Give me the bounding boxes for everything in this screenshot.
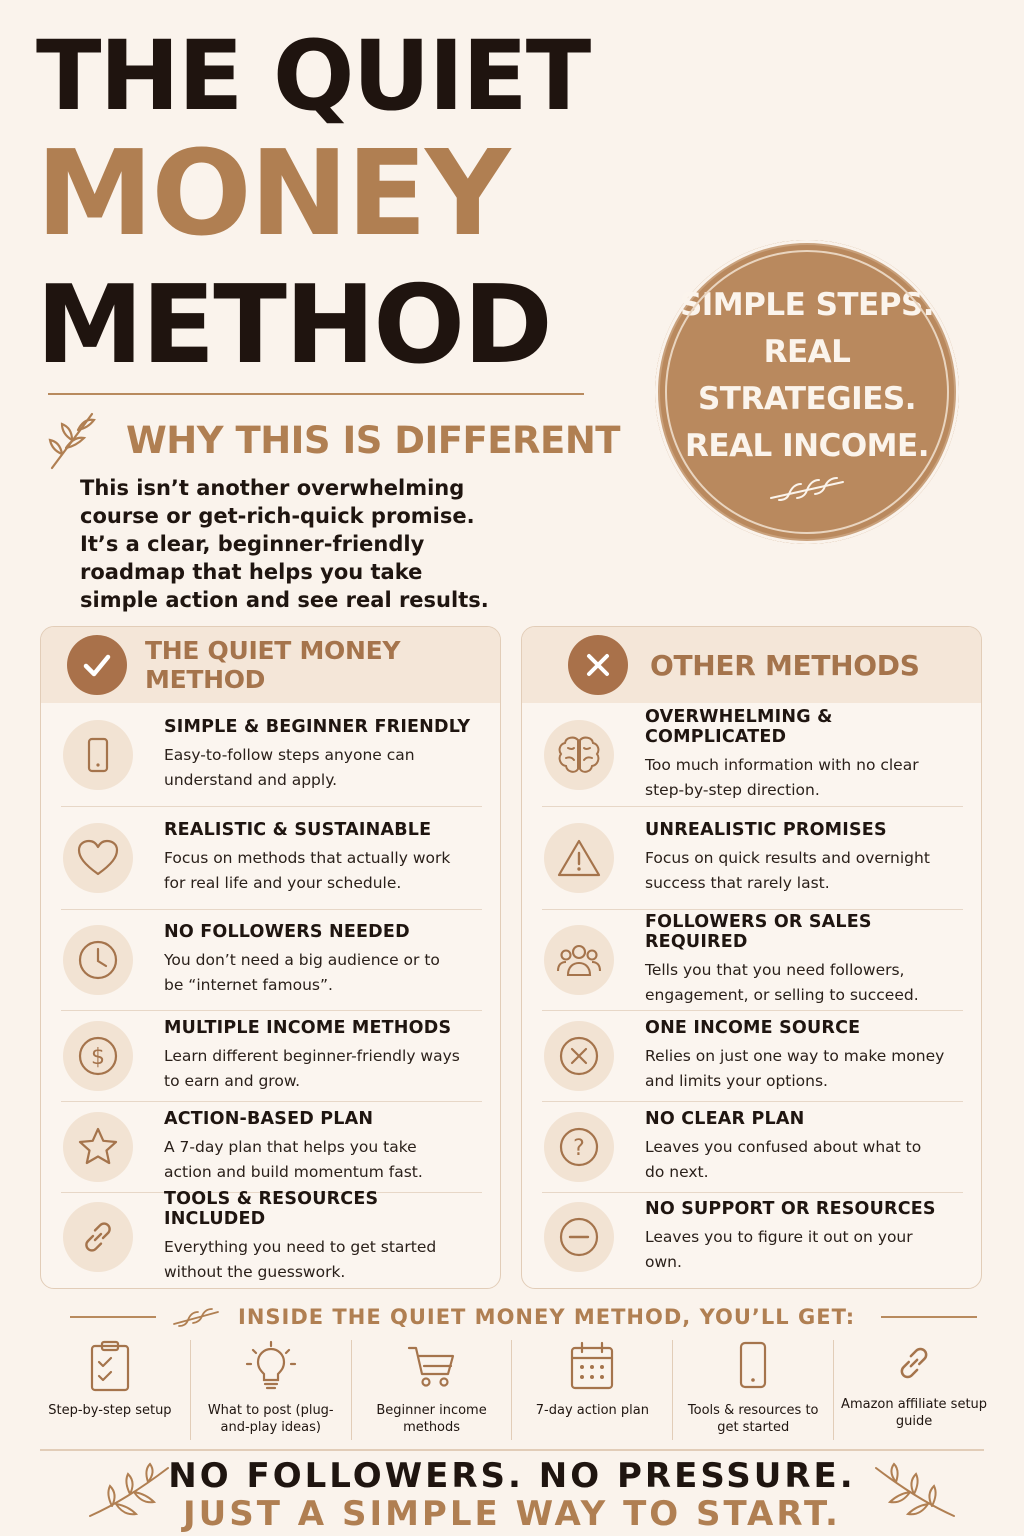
inside-title: INSIDE THE QUIET MONEY METHOD, YOU’LL GET: — [238, 1305, 856, 1329]
list-item — [61, 703, 482, 807]
panel-title: THE QUIET MONEY METHOD — [145, 636, 401, 694]
item-description: A 7-day plan that helps you take action and build momentum fast. — [164, 1138, 423, 1181]
feature-label: Beginner income methods — [376, 1403, 487, 1435]
feature-label: What to post (plug-and-play ideas) — [207, 1403, 334, 1435]
item-title: NO SUPPORT OR RESOURCES — [645, 1199, 936, 1219]
item-title: MULTIPLE INCOME METHODS — [164, 1018, 452, 1038]
link-icon — [63, 1202, 133, 1272]
item-description: Tells you that you need followers, engagement, or selling to succeed. — [645, 961, 919, 1004]
brain-icon — [544, 720, 614, 790]
list-item — [61, 807, 482, 910]
divider — [881, 1316, 977, 1318]
tagline-badge — [655, 240, 959, 544]
item-description: Easy-to-follow steps anyone can understand and apply. — [164, 745, 415, 789]
item-description: Focus on quick results and overnight success that rarely last. — [645, 849, 930, 892]
panel-title: OTHER METHODS — [650, 648, 920, 682]
star-icon — [63, 1112, 133, 1182]
list-item — [61, 910, 482, 1011]
item-title: ACTION-BASED PLAN — [164, 1109, 374, 1129]
footer-divider — [40, 1449, 984, 1451]
item-title: TOOLS & RESOURCES INCLUDED — [164, 1189, 379, 1229]
other-methods-panel — [521, 626, 982, 1289]
list-item — [542, 703, 963, 807]
x-circle-icon — [544, 1021, 614, 1091]
item-title: NO CLEAR PLAN — [645, 1109, 805, 1129]
cart-icon — [406, 1340, 458, 1392]
svg-text:$: $ — [91, 1045, 105, 1070]
close-icon — [568, 635, 628, 695]
title-line-3: METHOD — [36, 263, 551, 388]
benefit-list — [41, 703, 500, 1281]
feature-item — [673, 1340, 834, 1440]
title-divider — [48, 393, 584, 395]
panel-header — [522, 627, 981, 703]
quiet-money-panel — [40, 626, 501, 1289]
feature-label: Step-by-step setup — [48, 1403, 172, 1418]
warning-icon — [544, 823, 614, 893]
title-line-2: MONEY — [36, 124, 509, 262]
feature-item — [30, 1340, 191, 1440]
badge-line-3: REAL INCOME. — [685, 428, 929, 464]
lightbulb-icon — [245, 1340, 297, 1392]
clipboard-icon — [85, 1340, 135, 1392]
why-title: WHY THIS IS DIFFERENT — [126, 418, 621, 462]
item-description: You don’t need a big audience or to be “internet famous”. — [164, 951, 440, 994]
main-title — [36, 20, 590, 388]
list-item — [542, 807, 963, 910]
inside-heading — [70, 1300, 982, 1334]
item-title: SIMPLE & BEGINNER FRIENDLY — [164, 716, 471, 737]
item-description: Leaves you to figure it out on your own. — [645, 1228, 913, 1271]
leaf-sprig-icon — [172, 1306, 220, 1328]
item-title: REALISTIC & SUSTAINABLE — [164, 820, 432, 840]
list-item — [542, 1011, 963, 1102]
list-item — [61, 1102, 482, 1193]
item-description: Learn different beginner-friendly ways to earn and grow. — [164, 1047, 460, 1090]
link-icon — [891, 1340, 937, 1386]
minus-circle-icon — [544, 1202, 614, 1272]
item-description: Leaves you confused about what to do next. — [645, 1138, 922, 1181]
drawback-list — [522, 703, 981, 1281]
item-title: NO FOLLOWERS NEEDED — [164, 922, 410, 942]
list-item — [61, 1011, 482, 1102]
list-item — [542, 910, 963, 1011]
item-title: UNREALISTIC PROMISES — [645, 820, 887, 840]
item-description: Too much information with no clear step-by-step direction. — [645, 755, 919, 799]
included-features — [30, 1340, 994, 1440]
feature-item — [352, 1340, 513, 1440]
heart-icon — [63, 823, 133, 893]
badge-line-1: SIMPLE STEPS. — [679, 287, 935, 323]
item-description: Relies on just one way to make money and limits your options. — [645, 1047, 945, 1090]
title-line-1: THE QUIET — [36, 20, 590, 132]
why-description: This isn’t another overwhelming course or get-rich-quick promise. It’s a clear, beginner-friendly roadmap that helps you take simple action and see real results. — [80, 476, 489, 612]
item-title: FOLLOWERS OR SALES REQUIRED — [645, 912, 872, 952]
item-description: Everything you need to get started without the guesswork. — [164, 1238, 437, 1281]
list-item — [542, 1102, 963, 1193]
item-title: OVERWHELMING & COMPLICATED — [645, 706, 833, 747]
feature-item — [512, 1340, 673, 1440]
clock-icon — [63, 925, 133, 995]
users-icon — [544, 925, 614, 995]
feature-label: 7-day action plan — [535, 1403, 649, 1418]
svg-text:?: ? — [573, 1136, 585, 1161]
list-item — [542, 1193, 963, 1281]
footer-tagline — [0, 1455, 1024, 1534]
divider — [70, 1316, 156, 1318]
calendar-icon — [567, 1340, 617, 1392]
panel-header — [41, 627, 500, 703]
feature-label: Tools & resources to get started — [687, 1403, 819, 1435]
item-description: Focus on methods that actually work for real life and your schedule. — [164, 849, 451, 892]
checkmark-icon — [67, 635, 127, 695]
why-heading — [44, 408, 620, 472]
footer-line-1: NO FOLLOWERS. NO PRESSURE. — [168, 1456, 856, 1496]
feature-label: Amazon affiliate setup guide — [841, 1397, 988, 1429]
badge-line-2: REAL STRATEGIES. — [697, 334, 916, 417]
feature-item — [191, 1340, 352, 1440]
item-title: ONE INCOME SOURCE — [645, 1018, 861, 1038]
phone-icon — [63, 720, 133, 790]
feature-item — [834, 1340, 994, 1440]
badge-ring — [665, 250, 949, 534]
leaf-sprig-icon — [44, 408, 98, 472]
list-item — [61, 1189, 482, 1281]
dollar-icon — [63, 1021, 133, 1091]
phone-icon — [733, 1340, 773, 1392]
footer-line-2: JUST A SIMPLE WAY TO START. — [183, 1494, 841, 1534]
question-icon — [544, 1112, 614, 1182]
